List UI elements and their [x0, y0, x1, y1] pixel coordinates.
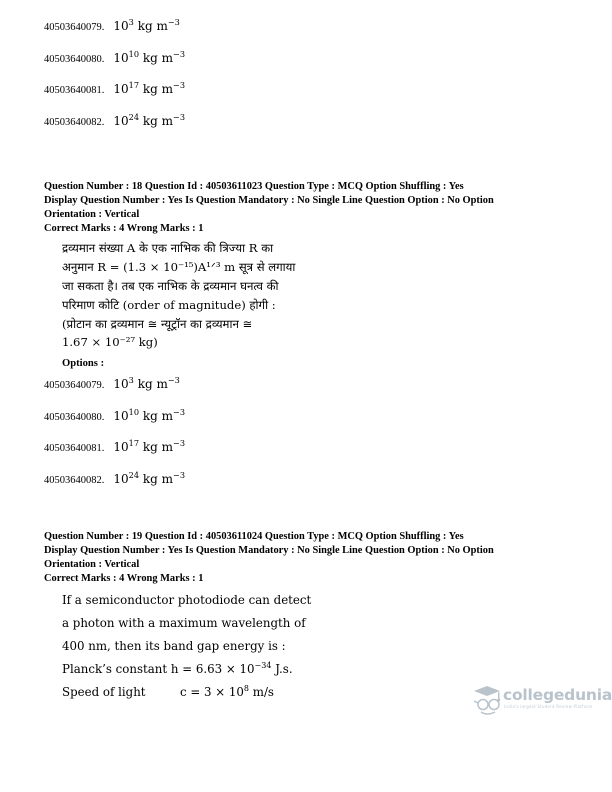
question-19-header: [44, 530, 574, 571]
option-value: $10^{17}$ kg $m^{-3}$: [113, 438, 186, 455]
option-value: $10^{17}$ kg $m^{-3}$: [113, 80, 186, 97]
question-19-body-line-1: If a semiconductor photodiode can detect: [62, 593, 312, 608]
option-row[interactable]: [44, 469, 574, 487]
question-18-body-line-4: परिमाण कोटि (order of magnitude) होगी :: [62, 297, 276, 312]
speed-of-light-value: $c = 3 \times 10^8$ m/s: [180, 684, 274, 700]
option-row[interactable]: [44, 111, 574, 129]
option-id: 40503640080.: [44, 53, 105, 65]
option-value: $10^{10}$ kg $m^{-3}$: [113, 406, 186, 423]
question-19-block: [44, 530, 574, 704]
option-id: 40503640079.: [44, 380, 105, 392]
question-18-body-line-3: जा सकता है। तब एक नाभिक के द्रव्यमान घनत्व की: [62, 278, 279, 293]
watermark-brand: collegedunia: [503, 686, 612, 704]
watermark-tagline: India's largest Student Review Platform: [504, 704, 593, 709]
option-value: $10^{10}$ kg $m^{-3}$: [113, 48, 186, 65]
graduation-cap-icon: [472, 682, 502, 716]
question-18-marks: Correct Marks : 4 Wrong Marks : 1: [44, 223, 204, 235]
question-17-options-list: [44, 17, 574, 128]
question-19-body-line-2: a photon with a maximum wavelength of: [62, 616, 306, 631]
question-18-block: [44, 180, 574, 486]
option-row[interactable]: [44, 17, 574, 34]
option-id: 40503640080.: [44, 411, 105, 423]
option-row[interactable]: [44, 406, 574, 424]
option-id: 40503640081.: [44, 443, 105, 455]
question-19-planck-constant: Planck’s constant $h = 6.63 \times 10^{-34}$ J.s.: [62, 661, 293, 677]
option-row[interactable]: [44, 375, 574, 392]
question-18-header-line-2: Display Question Number : Yes Is Question Mandatory : No Single Line Question Option : No Option: [44, 194, 494, 206]
question-19-body-line-3: 400 nm, then its band gap energy is :: [62, 639, 286, 654]
question-18-header-line-1: Question Number : 18 Question Id : 40503611023 Question Type : MCQ Option Shuffling : Yes: [44, 181, 464, 193]
option-id: 40503640082.: [44, 474, 105, 486]
question-18-body: [62, 239, 352, 352]
option-row[interactable]: [44, 48, 574, 66]
speed-of-light-label: Speed of light: [62, 685, 146, 700]
option-value: $10^3$ kg $m^{-3}$: [113, 375, 180, 392]
option-row[interactable]: [44, 80, 574, 97]
option-value: $10^{24}$ kg $m^{-3}$: [113, 111, 186, 128]
options-label: Options :: [62, 358, 105, 370]
question-19-header-line-2: Display Question Number : Yes Is Question Mandatory : No Single Line Question Option : No Option: [44, 545, 494, 556]
page-content: [44, 17, 574, 704]
option-value: $10^{24}$ kg $m^{-3}$: [113, 469, 186, 486]
question-19-header-line-3: Orientation : Vertical: [44, 558, 140, 570]
option-id: 40503640079.: [44, 22, 105, 33]
question-18-body-line-2: अनुमान R = (1.3 × 10⁻¹⁵)A¹ᐟ³ m सूत्र से लगाया: [62, 260, 296, 275]
question-18-header-line-3: Orientation : Vertical: [44, 208, 140, 220]
question-18-header: [44, 180, 574, 221]
question-19-marks: Correct Marks : 4 Wrong Marks : 1: [44, 573, 204, 585]
question-19-header-line-1: Question Number : 19 Question Id : 40503611024 Question Type : MCQ Option Shuffling : Yes: [44, 531, 464, 543]
question-18-body-line-1: द्रव्यमान संख्या A के एक नाभिक की त्रिज्या R का: [62, 241, 274, 256]
question-18-body-line-6: 1.67 × 10⁻²⁷ kg): [62, 335, 158, 350]
question-18-body-line-5: (प्रोटान का द्रव्यमान ≅ न्यूट्रॉन का द्रव्यमान ≅: [62, 316, 253, 331]
option-id: 40503640082.: [44, 116, 105, 128]
option-id: 40503640081.: [44, 85, 105, 97]
question-18-options-list: [44, 375, 574, 486]
option-row[interactable]: [44, 438, 574, 455]
option-value: $10^3$ kg $m^{-3}$: [113, 17, 180, 33]
collegedunia-watermark: [472, 682, 612, 726]
